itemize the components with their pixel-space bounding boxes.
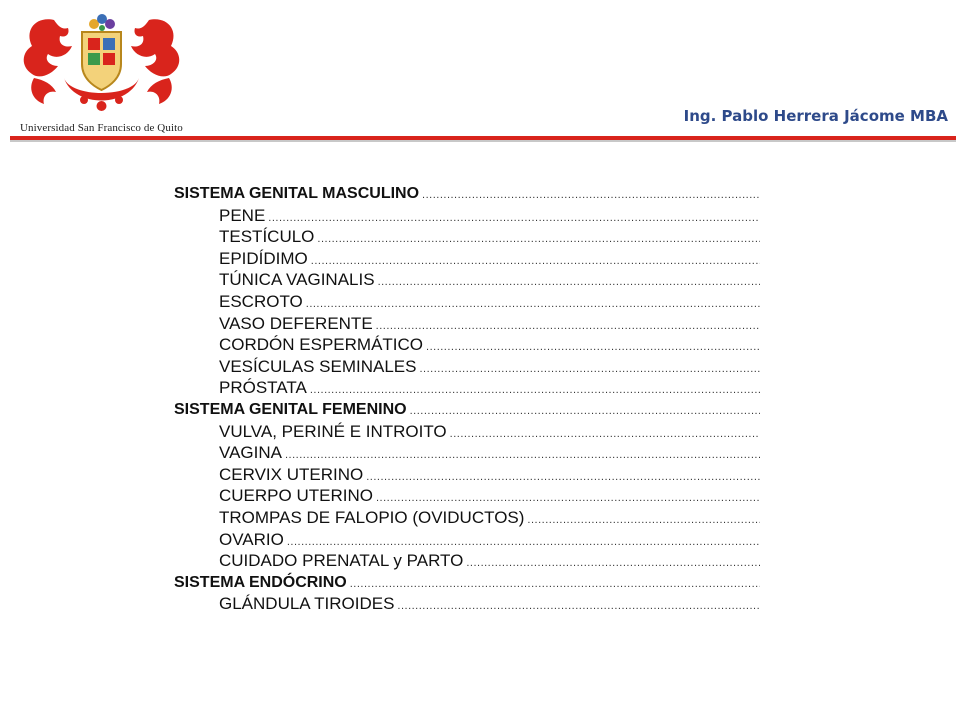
toc-label: TROMPAS DE FALOPIO (OVIDUCTOS) <box>219 507 525 527</box>
toc-dot-leader <box>419 359 760 378</box>
toc-dot-leader <box>306 294 760 313</box>
toc-label: TÚNICA VAGINALIS <box>219 270 375 290</box>
slide-header <box>0 0 960 150</box>
toc-label: PENE <box>219 205 266 225</box>
toc-item <box>174 226 760 248</box>
toc-item <box>174 593 760 615</box>
toc-dot-leader <box>426 337 760 356</box>
toc-label: SISTEMA ENDÓCRINO <box>174 573 347 591</box>
toc-label: VESÍCULAS SEMINALES <box>219 356 417 376</box>
university-name: Universidad San Francisco de Quito <box>20 122 183 134</box>
toc-dot-leader <box>285 445 760 464</box>
toc-dot-leader <box>311 251 760 270</box>
toc-label: CERVIX UTERINO <box>219 464 364 484</box>
dragons-crest-icon <box>14 8 189 118</box>
toc-dot-leader <box>350 574 760 594</box>
toc-item <box>174 269 760 291</box>
toc-item <box>174 529 760 551</box>
toc-dot-leader <box>287 532 760 551</box>
toc-item <box>174 377 760 399</box>
toc-item <box>174 291 760 313</box>
toc-dot-leader <box>317 229 760 248</box>
author-name: Ing. Pablo Herrera Jácome MBA <box>683 107 948 125</box>
toc-item <box>174 485 760 507</box>
toc-item <box>174 356 760 378</box>
toc-dot-leader <box>527 510 760 529</box>
toc-dot-leader <box>422 185 760 205</box>
toc-label: VASO DEFERENTE <box>219 313 373 333</box>
toc-item <box>174 313 760 335</box>
header-divider-shadow <box>10 140 956 142</box>
toc-section-heading <box>174 572 760 594</box>
toc-dot-leader <box>366 467 760 486</box>
toc-dot-leader <box>466 553 760 572</box>
toc-label: SISTEMA GENITAL FEMENINO <box>174 400 407 418</box>
toc-dot-leader <box>376 316 760 335</box>
toc-label: TESTÍCULO <box>219 227 315 247</box>
toc-item <box>174 550 760 572</box>
toc-label: ESCROTO <box>219 291 303 311</box>
toc-item <box>174 442 760 464</box>
toc-item <box>174 205 760 227</box>
toc-dot-leader <box>378 272 760 291</box>
toc-label: CUIDADO PRENATAL y PARTO <box>219 551 464 571</box>
toc-label: VAGINA <box>219 443 282 463</box>
toc-dot-leader <box>376 488 760 507</box>
toc-item <box>174 421 760 443</box>
toc-label: PRÓSTATA <box>219 378 307 398</box>
toc-item <box>174 464 760 486</box>
toc-label: CORDÓN ESPERMÁTICO <box>219 335 424 355</box>
toc-item <box>174 334 760 356</box>
toc-dot-leader <box>268 208 760 227</box>
toc-section-heading <box>174 183 760 205</box>
toc-dot-leader <box>397 596 760 615</box>
toc-label: CUERPO UTERINO <box>219 486 373 506</box>
toc-label: OVARIO <box>219 529 284 549</box>
toc-label: VULVA, PERINÉ E INTROITO <box>219 421 447 441</box>
toc-section-heading <box>174 399 760 421</box>
toc-label: SISTEMA GENITAL MASCULINO <box>174 185 420 202</box>
toc-label: EPIDÍDIMO <box>219 248 308 268</box>
university-logo <box>14 8 189 133</box>
toc-item <box>174 507 760 529</box>
table-of-contents <box>174 183 760 615</box>
toc-item <box>174 248 760 270</box>
toc-label: GLÁNDULA TIROIDES <box>219 594 395 614</box>
toc-dot-leader <box>450 424 760 443</box>
toc-dot-leader <box>310 380 760 399</box>
toc-dot-leader <box>410 401 760 421</box>
